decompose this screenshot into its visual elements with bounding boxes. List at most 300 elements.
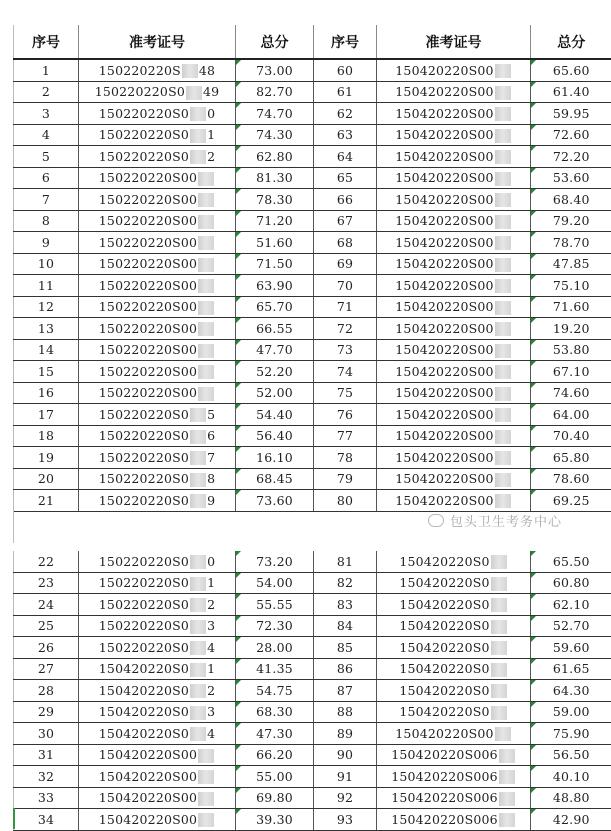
ticket-number-cell[interactable] xyxy=(79,766,236,788)
redaction-mask xyxy=(198,344,214,358)
score-cell[interactable]: 73.60 xyxy=(236,490,314,512)
ticket-number-cell[interactable] xyxy=(377,766,531,788)
score-cell[interactable]: 65.50 xyxy=(531,551,611,572)
seq-cell[interactable]: 61 xyxy=(314,81,377,103)
header-score-right: 总分 xyxy=(531,25,611,59)
seq-cell[interactable]: 21 xyxy=(14,490,79,512)
ticket-prefix: 150420220S00 xyxy=(395,299,493,314)
score-cell[interactable]: 70.40 xyxy=(531,425,611,447)
seq-cell[interactable]: 10 xyxy=(14,253,79,275)
score-cell[interactable]: 71.20 xyxy=(236,210,314,232)
seq-cell[interactable]: 88 xyxy=(314,701,377,723)
score-cell[interactable]: 72.30 xyxy=(236,615,314,637)
seq-cell[interactable]: 64 xyxy=(314,146,377,168)
ticket-number-cell[interactable] xyxy=(377,404,531,426)
ticket-prefix: 150420220S00 xyxy=(395,321,493,336)
redaction-mask xyxy=(499,792,515,806)
table-row xyxy=(14,551,611,572)
ticket-prefix: 150420220S0 xyxy=(399,640,489,655)
score-cell[interactable]: 61.40 xyxy=(531,81,611,103)
seq-cell[interactable]: 84 xyxy=(314,615,377,637)
ticket-prefix: 150220220S0 xyxy=(99,493,189,508)
ticket-suffix: 49 xyxy=(203,84,219,99)
redaction-mask xyxy=(190,408,206,422)
ticket-number-cell[interactable] xyxy=(79,146,236,168)
ticket-number-cell[interactable] xyxy=(79,680,236,702)
score-cell[interactable]: 42.90 xyxy=(531,809,611,831)
seq-cell[interactable]: 91 xyxy=(314,766,377,788)
ticket-number-cell[interactable] xyxy=(79,189,236,211)
seq-cell[interactable]: 31 xyxy=(14,744,79,766)
score-cell[interactable]: 54.75 xyxy=(236,680,314,702)
redaction-mask xyxy=(198,387,214,401)
seq-cell[interactable]: 34 xyxy=(14,809,79,831)
seq-cell[interactable]: 69 xyxy=(314,253,377,275)
redaction-mask xyxy=(495,451,511,465)
ticket-number-cell[interactable] xyxy=(377,594,531,616)
seq-cell[interactable]: 16 xyxy=(14,382,79,404)
ticket-number-cell[interactable] xyxy=(79,318,236,340)
ticket-prefix: 150420220S00 xyxy=(99,790,197,805)
redaction-mask xyxy=(495,150,511,164)
ticket-suffix: 7 xyxy=(207,450,215,465)
score-cell[interactable]: 64.30 xyxy=(531,680,611,702)
table-row xyxy=(14,787,611,809)
seq-cell[interactable]: 62 xyxy=(314,103,377,125)
ticket-prefix: 150220220S0 xyxy=(99,597,189,612)
seq-cell[interactable]: 25 xyxy=(14,615,79,637)
ticket-prefix: 150220220S00 xyxy=(99,278,197,293)
score-cell[interactable]: 72.60 xyxy=(531,124,611,146)
ticket-number-cell[interactable] xyxy=(79,551,236,572)
ticket-prefix: 150420220S00 xyxy=(99,769,197,784)
ticket-number-cell[interactable] xyxy=(79,404,236,426)
redaction-mask xyxy=(198,749,214,763)
ticket-number-cell[interactable] xyxy=(377,490,531,512)
score-cell[interactable]: 41.35 xyxy=(236,658,314,680)
score-cell[interactable]: 59.60 xyxy=(531,637,611,659)
redaction-mask xyxy=(495,193,511,207)
seq-cell[interactable]: 89 xyxy=(314,723,377,745)
seq-cell[interactable]: 24 xyxy=(14,594,79,616)
ticket-prefix: 150220220S0 xyxy=(99,149,189,164)
score-cell[interactable]: 62.80 xyxy=(236,146,314,168)
ticket-prefix: 150420220S00 xyxy=(99,812,197,827)
ticket-number-cell[interactable] xyxy=(377,275,531,297)
ticket-prefix: 150220220S0 xyxy=(99,640,189,655)
redaction-mask xyxy=(190,706,206,720)
ticket-prefix: 150420220S0 xyxy=(399,597,489,612)
ticket-prefix: 150220220S0 xyxy=(99,428,189,443)
score-cell[interactable]: 75.90 xyxy=(531,723,611,745)
ticket-prefix: 150420220S0 xyxy=(399,618,489,633)
redaction-mask xyxy=(190,129,206,143)
seq-cell[interactable]: 19 xyxy=(14,447,79,469)
redaction-mask xyxy=(198,770,214,784)
ticket-prefix: 150420220S00 xyxy=(395,364,493,379)
ticket-number-cell[interactable] xyxy=(79,723,236,745)
table-row xyxy=(14,572,611,594)
score-cell[interactable]: 47.30 xyxy=(236,723,314,745)
redaction-mask xyxy=(495,473,511,487)
seq-cell[interactable]: 1 xyxy=(14,59,79,81)
seq-cell[interactable]: 11 xyxy=(14,275,79,297)
ticket-number-cell[interactable] xyxy=(79,59,236,81)
seq-cell[interactable]: 4 xyxy=(14,124,79,146)
ticket-number-cell[interactable] xyxy=(79,572,236,594)
ticket-prefix: 150220220S00 xyxy=(99,235,197,250)
ticket-number-cell[interactable] xyxy=(79,232,236,254)
gap-border xyxy=(13,508,14,543)
seq-cell[interactable]: 74 xyxy=(314,361,377,383)
score-cell[interactable]: 71.50 xyxy=(236,253,314,275)
ticket-number-cell[interactable] xyxy=(377,468,531,490)
score-cell[interactable]: 65.80 xyxy=(531,447,611,469)
redaction-mask xyxy=(495,107,511,121)
score-cell[interactable]: 16.10 xyxy=(236,447,314,469)
seq-cell[interactable]: 30 xyxy=(14,723,79,745)
ticket-prefix: 150420220S00 xyxy=(395,428,493,443)
seq-cell[interactable]: 32 xyxy=(14,766,79,788)
redaction-mask xyxy=(190,684,206,698)
ticket-prefix: 150420220S006 xyxy=(391,790,498,805)
ticket-number-cell[interactable] xyxy=(79,103,236,125)
seq-cell[interactable]: 75 xyxy=(314,382,377,404)
seq-cell[interactable]: 65 xyxy=(314,167,377,189)
score-cell[interactable]: 82.70 xyxy=(236,81,314,103)
ticket-number-cell[interactable] xyxy=(377,701,531,723)
ticket-number-cell[interactable] xyxy=(377,232,531,254)
ticket-number-cell[interactable] xyxy=(79,382,236,404)
score-cell[interactable]: 55.00 xyxy=(236,766,314,788)
score-cell[interactable]: 78.70 xyxy=(531,232,611,254)
seq-cell[interactable]: 90 xyxy=(314,744,377,766)
score-cell[interactable]: 56.40 xyxy=(236,425,314,447)
ticket-number-cell[interactable] xyxy=(79,167,236,189)
seq-cell[interactable]: 71 xyxy=(314,296,377,318)
table-row xyxy=(14,766,611,788)
redaction-mask xyxy=(495,344,511,358)
ticket-number-cell[interactable] xyxy=(377,189,531,211)
score-cell[interactable]: 74.30 xyxy=(236,124,314,146)
ticket-number-cell[interactable] xyxy=(377,167,531,189)
score-cell[interactable]: 54.00 xyxy=(236,572,314,594)
seq-cell[interactable]: 15 xyxy=(14,361,79,383)
ticket-number-cell[interactable] xyxy=(377,146,531,168)
table-row xyxy=(14,615,611,637)
score-cell[interactable]: 48.80 xyxy=(531,787,611,809)
watermark-text: 包头卫生考务中心 xyxy=(450,515,562,530)
seq-cell[interactable]: 17 xyxy=(14,404,79,426)
ticket-number-cell[interactable] xyxy=(377,572,531,594)
ticket-number-cell[interactable] xyxy=(377,744,531,766)
seq-cell[interactable]: 5 xyxy=(14,146,79,168)
ticket-prefix: 150420220S0 xyxy=(99,726,189,741)
ticket-number-cell[interactable] xyxy=(377,318,531,340)
redaction-mask xyxy=(491,663,507,677)
redaction-mask xyxy=(495,172,511,186)
score-cell[interactable]: 66.20 xyxy=(236,744,314,766)
score-cell[interactable]: 62.10 xyxy=(531,594,611,616)
score-cell[interactable]: 39.30 xyxy=(236,809,314,831)
score-cell[interactable]: 51.60 xyxy=(236,232,314,254)
table-row xyxy=(14,232,611,254)
redaction-mask xyxy=(190,555,206,569)
ticket-number-cell[interactable] xyxy=(79,210,236,232)
ticket-number-cell[interactable] xyxy=(79,447,236,469)
ticket-prefix: 150420220S00 xyxy=(395,450,493,465)
ticket-suffix: 2 xyxy=(207,597,215,612)
ticket-number-cell[interactable] xyxy=(79,361,236,383)
table-row xyxy=(14,658,611,680)
table-row xyxy=(14,404,611,426)
seq-cell[interactable]: 13 xyxy=(14,318,79,340)
seq-cell[interactable]: 83 xyxy=(314,594,377,616)
ticket-number-cell[interactable] xyxy=(377,680,531,702)
score-cell[interactable]: 28.00 xyxy=(236,637,314,659)
ticket-number-cell[interactable] xyxy=(79,296,236,318)
score-cell[interactable]: 78.30 xyxy=(236,189,314,211)
ticket-suffix: 5 xyxy=(207,407,215,422)
score-cell[interactable]: 52.00 xyxy=(236,382,314,404)
ticket-number-cell[interactable] xyxy=(377,637,531,659)
header-ticket-right: 准考证号 xyxy=(377,25,531,59)
ticket-number-cell[interactable] xyxy=(377,723,531,745)
ticket-number-cell[interactable] xyxy=(79,658,236,680)
seq-cell[interactable]: 80 xyxy=(314,490,377,512)
table-row xyxy=(14,809,611,831)
table-row xyxy=(14,680,611,702)
redaction-mask xyxy=(186,86,202,100)
ticket-prefix: 150420220S00 xyxy=(395,342,493,357)
seq-cell[interactable]: 14 xyxy=(14,339,79,361)
score-cell[interactable]: 68.40 xyxy=(531,189,611,211)
seq-cell[interactable]: 23 xyxy=(14,572,79,594)
ticket-prefix: 150420220S00 xyxy=(395,84,493,99)
seq-cell[interactable]: 93 xyxy=(314,809,377,831)
score-table-bottom xyxy=(13,551,611,831)
ticket-number-cell[interactable] xyxy=(377,382,531,404)
redaction-mask xyxy=(491,641,507,655)
seq-cell[interactable]: 67 xyxy=(314,210,377,232)
ticket-prefix: 150420220S0 xyxy=(99,704,189,719)
seq-cell[interactable]: 92 xyxy=(314,787,377,809)
ticket-number-cell[interactable] xyxy=(377,253,531,275)
ticket-number-cell[interactable] xyxy=(79,468,236,490)
ticket-number-cell[interactable] xyxy=(377,103,531,125)
ticket-number-cell[interactable] xyxy=(79,701,236,723)
ticket-number-cell[interactable] xyxy=(377,296,531,318)
ticket-number-cell[interactable] xyxy=(377,658,531,680)
ticket-prefix: 150420220S0 xyxy=(399,704,489,719)
ticket-number-cell[interactable] xyxy=(377,551,531,572)
redaction-mask xyxy=(495,129,511,143)
seq-cell[interactable]: 77 xyxy=(314,425,377,447)
table-row xyxy=(14,210,611,232)
ticket-number-cell[interactable] xyxy=(79,425,236,447)
score-cell[interactable]: 67.10 xyxy=(531,361,611,383)
seq-cell[interactable]: 27 xyxy=(14,658,79,680)
ticket-number-cell[interactable] xyxy=(79,594,236,616)
seq-cell[interactable]: 82 xyxy=(314,572,377,594)
ticket-prefix: 150420220S00 xyxy=(99,747,197,762)
table-row xyxy=(14,59,611,81)
seq-cell[interactable]: 28 xyxy=(14,680,79,702)
score-cell[interactable]: 61.65 xyxy=(531,658,611,680)
ticket-prefix: 150220220S0 xyxy=(99,554,189,569)
seq-cell[interactable]: 70 xyxy=(314,275,377,297)
ticket-number-cell[interactable] xyxy=(79,787,236,809)
ticket-prefix: 150420220S00 xyxy=(395,106,493,121)
ticket-number-cell[interactable] xyxy=(79,490,236,512)
seq-cell[interactable]: 26 xyxy=(14,637,79,659)
score-cell[interactable]: 72.20 xyxy=(531,146,611,168)
score-cell[interactable]: 68.30 xyxy=(236,701,314,723)
ticket-suffix: 1 xyxy=(207,661,215,676)
score-cell[interactable]: 53.60 xyxy=(531,167,611,189)
score-cell[interactable]: 65.60 xyxy=(531,59,611,81)
seq-cell[interactable]: 9 xyxy=(14,232,79,254)
seq-cell[interactable]: 3 xyxy=(14,103,79,125)
ticket-suffix: 1 xyxy=(207,575,215,590)
score-cell[interactable]: 60.80 xyxy=(531,572,611,594)
score-cell[interactable]: 52.70 xyxy=(531,615,611,637)
seq-cell[interactable]: 18 xyxy=(14,425,79,447)
score-cell[interactable]: 19.20 xyxy=(531,318,611,340)
seq-cell[interactable]: 73 xyxy=(314,339,377,361)
header-row xyxy=(14,25,611,59)
seq-cell[interactable]: 2 xyxy=(14,81,79,103)
score-cell[interactable]: 73.20 xyxy=(236,551,314,572)
score-cell[interactable]: 65.70 xyxy=(236,296,314,318)
score-cell[interactable]: 74.70 xyxy=(236,103,314,125)
score-cell[interactable]: 53.80 xyxy=(531,339,611,361)
table-row xyxy=(14,744,611,766)
table-row xyxy=(14,701,611,723)
score-cell[interactable]: 64.00 xyxy=(531,404,611,426)
ticket-prefix: 150420220S00 xyxy=(395,192,493,207)
table-row xyxy=(14,723,611,745)
table-row xyxy=(14,189,611,211)
score-cell[interactable]: 40.10 xyxy=(531,766,611,788)
ticket-number-cell[interactable] xyxy=(79,124,236,146)
score-cell[interactable]: 47.85 xyxy=(531,253,611,275)
score-cell[interactable]: 47.70 xyxy=(236,339,314,361)
redaction-mask xyxy=(182,64,198,78)
seq-cell[interactable]: 86 xyxy=(314,658,377,680)
ticket-number-cell[interactable] xyxy=(79,81,236,103)
score-cell[interactable]: 63.90 xyxy=(236,275,314,297)
ticket-prefix: 150420220S0 xyxy=(399,683,489,698)
score-cell[interactable]: 56.50 xyxy=(531,744,611,766)
ticket-number-cell[interactable] xyxy=(377,787,531,809)
ticket-number-cell[interactable] xyxy=(79,253,236,275)
seq-cell[interactable]: 66 xyxy=(314,189,377,211)
score-cell[interactable]: 66.55 xyxy=(236,318,314,340)
seq-cell[interactable]: 78 xyxy=(314,447,377,469)
score-cell[interactable]: 74.60 xyxy=(531,382,611,404)
ticket-number-cell[interactable] xyxy=(377,81,531,103)
ticket-number-cell[interactable] xyxy=(79,744,236,766)
ticket-number-cell[interactable] xyxy=(377,59,531,81)
seq-cell[interactable]: 7 xyxy=(14,189,79,211)
ticket-number-cell[interactable] xyxy=(377,425,531,447)
ticket-suffix: 3 xyxy=(207,704,215,719)
seq-cell[interactable]: 12 xyxy=(14,296,79,318)
seq-cell[interactable]: 79 xyxy=(314,468,377,490)
ticket-number-cell[interactable] xyxy=(377,447,531,469)
ticket-number-cell[interactable] xyxy=(79,275,236,297)
ticket-number-cell[interactable] xyxy=(377,124,531,146)
score-cell[interactable]: 69.25 xyxy=(531,490,611,512)
cell-selection-marker xyxy=(13,808,15,829)
seq-cell[interactable]: 68 xyxy=(314,232,377,254)
redaction-mask xyxy=(190,641,206,655)
seq-cell[interactable]: 76 xyxy=(314,404,377,426)
redaction-mask xyxy=(495,236,511,250)
seq-cell[interactable]: 87 xyxy=(314,680,377,702)
ticket-prefix: 150420220S00 xyxy=(395,149,493,164)
score-cell[interactable]: 78.60 xyxy=(531,468,611,490)
score-cell[interactable]: 81.30 xyxy=(236,167,314,189)
score-cell[interactable]: 68.45 xyxy=(236,468,314,490)
ticket-number-cell[interactable] xyxy=(79,615,236,637)
score-cell[interactable]: 54.40 xyxy=(236,404,314,426)
ticket-prefix: 150220220S00 xyxy=(99,342,197,357)
score-cell[interactable]: 55.55 xyxy=(236,594,314,616)
redaction-mask xyxy=(198,365,214,379)
seq-cell[interactable]: 72 xyxy=(314,318,377,340)
table-row xyxy=(14,361,611,383)
score-cell[interactable]: 59.00 xyxy=(531,701,611,723)
table-row xyxy=(14,318,611,340)
ticket-number-cell[interactable] xyxy=(79,339,236,361)
seq-cell[interactable]: 33 xyxy=(14,787,79,809)
redaction-mask xyxy=(198,172,214,186)
score-cell[interactable]: 59.95 xyxy=(531,103,611,125)
table-row xyxy=(14,296,611,318)
ticket-number-cell[interactable] xyxy=(377,615,531,637)
score-cell[interactable]: 52.20 xyxy=(236,361,314,383)
ticket-number-cell[interactable] xyxy=(79,809,236,831)
seq-cell[interactable]: 81 xyxy=(314,551,377,572)
seq-cell[interactable]: 6 xyxy=(14,167,79,189)
ticket-prefix: 150420220S00 xyxy=(395,726,493,741)
ticket-number-cell[interactable] xyxy=(377,339,531,361)
redaction-mask xyxy=(198,193,214,207)
seq-cell[interactable]: 20 xyxy=(14,468,79,490)
redaction-mask xyxy=(491,598,507,612)
ticket-prefix: 150220220S00 xyxy=(99,299,197,314)
ticket-number-cell[interactable] xyxy=(377,361,531,383)
score-cell[interactable]: 75.10 xyxy=(531,275,611,297)
ticket-prefix: 150220220S00 xyxy=(99,385,197,400)
seq-cell[interactable]: 22 xyxy=(14,551,79,572)
seq-cell[interactable]: 60 xyxy=(314,59,377,81)
seq-cell[interactable]: 29 xyxy=(14,701,79,723)
table-row xyxy=(14,253,611,275)
score-cell[interactable]: 73.00 xyxy=(236,59,314,81)
seq-cell[interactable]: 8 xyxy=(14,210,79,232)
seq-cell[interactable]: 63 xyxy=(314,124,377,146)
ticket-number-cell[interactable] xyxy=(79,637,236,659)
seq-cell[interactable]: 85 xyxy=(314,637,377,659)
score-cell[interactable]: 69.80 xyxy=(236,787,314,809)
score-cell[interactable]: 79.20 xyxy=(531,210,611,232)
ticket-number-cell[interactable] xyxy=(377,210,531,232)
score-cell[interactable]: 71.60 xyxy=(531,296,611,318)
ticket-number-cell[interactable] xyxy=(377,809,531,831)
